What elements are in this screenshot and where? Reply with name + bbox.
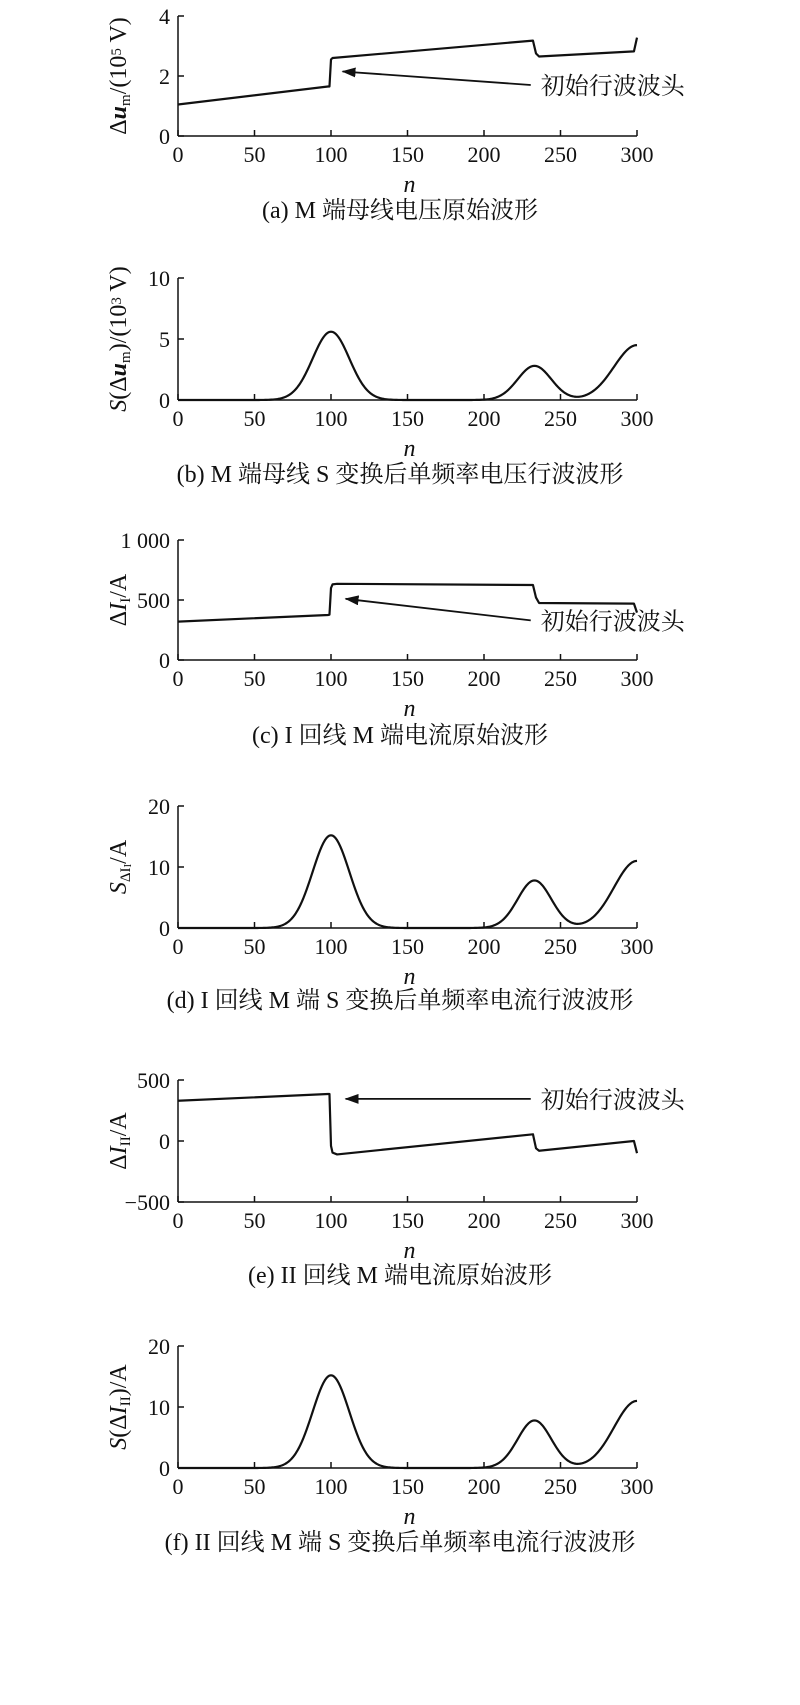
x-tick-label: 0 bbox=[172, 1474, 184, 1499]
y-tick-label: 20 bbox=[148, 1334, 170, 1359]
x-tick-label: 50 bbox=[243, 406, 266, 431]
annotation-arrow bbox=[343, 72, 531, 86]
x-tick-label: 100 bbox=[314, 1474, 348, 1499]
x-tick-label: 100 bbox=[314, 666, 348, 691]
y-axis-label: Δum/(105 V) bbox=[106, 17, 134, 135]
y-tick-label: 500 bbox=[137, 1068, 170, 1093]
y-tick-label: 2 bbox=[159, 64, 170, 89]
annotation-text: 初始行波波头 bbox=[540, 607, 685, 636]
x-tick-label: 300 bbox=[620, 142, 654, 167]
x-tick-label: 200 bbox=[467, 666, 501, 691]
x-tick-label: 150 bbox=[391, 666, 424, 691]
x-tick-label: 250 bbox=[544, 666, 577, 691]
x-axis-label: n bbox=[403, 1238, 416, 1264]
x-tick-label: 150 bbox=[391, 142, 424, 167]
chart-panel-d bbox=[106, 794, 654, 1014]
x-axis-label: n bbox=[403, 1504, 416, 1530]
y-tick-label: 10 bbox=[148, 1395, 170, 1420]
x-tick-label: 200 bbox=[467, 934, 501, 959]
x-tick-label: 200 bbox=[467, 1208, 501, 1233]
y-tick-label: 0 bbox=[159, 388, 170, 413]
x-tick-label: 150 bbox=[391, 934, 424, 959]
x-axis-label: n bbox=[403, 964, 416, 990]
x-tick-label: 300 bbox=[620, 934, 654, 959]
chart-panel-c bbox=[106, 528, 686, 749]
y-tick-label: 500 bbox=[137, 588, 170, 613]
y-tick-label: 1 000 bbox=[120, 528, 170, 553]
x-tick-label: 0 bbox=[172, 406, 184, 431]
panel-caption: (a) M 端母线电压原始波形 bbox=[262, 198, 538, 224]
y-axis-label: ΔIII/A bbox=[106, 1112, 134, 1170]
chart-panel-e bbox=[106, 1068, 686, 1289]
x-tick-label: 250 bbox=[544, 934, 577, 959]
x-tick-label: 0 bbox=[172, 1208, 184, 1233]
x-tick-label: 50 bbox=[243, 142, 266, 167]
y-axis-label: SΔII/A bbox=[106, 839, 134, 895]
chart-panel-b bbox=[106, 266, 654, 488]
x-tick-label: 250 bbox=[544, 1208, 577, 1233]
x-tick-label: 150 bbox=[391, 1208, 424, 1233]
series-line bbox=[178, 1375, 637, 1468]
series-line bbox=[178, 835, 637, 928]
x-tick-label: 50 bbox=[243, 1208, 266, 1233]
x-tick-label: 0 bbox=[172, 934, 184, 959]
x-tick-label: 100 bbox=[314, 934, 348, 959]
x-tick-label: 200 bbox=[467, 142, 501, 167]
x-tick-label: 250 bbox=[544, 142, 577, 167]
x-axis-label: n bbox=[403, 172, 416, 198]
x-tick-label: 300 bbox=[620, 666, 654, 691]
y-tick-label: 10 bbox=[148, 855, 170, 880]
series-line bbox=[178, 332, 637, 400]
y-tick-label: 0 bbox=[159, 124, 170, 149]
y-tick-label: −500 bbox=[124, 1190, 170, 1215]
x-tick-label: 300 bbox=[620, 1474, 654, 1499]
y-tick-label: 0 bbox=[159, 916, 170, 941]
x-axis-label: n bbox=[403, 436, 416, 462]
y-tick-label: 4 bbox=[159, 4, 170, 29]
x-tick-label: 100 bbox=[314, 1208, 348, 1233]
x-tick-label: 200 bbox=[467, 1474, 501, 1499]
panel-caption: (c) I 回线 M 端电流原始波形 bbox=[252, 723, 548, 749]
y-tick-label: 20 bbox=[148, 794, 170, 819]
y-axis-label: S(ΔIII)/A bbox=[106, 1364, 134, 1450]
x-tick-label: 200 bbox=[467, 406, 501, 431]
x-tick-label: 300 bbox=[620, 1208, 654, 1233]
panel-caption: (e) II 回线 M 端电流原始波形 bbox=[248, 1263, 552, 1289]
x-tick-label: 0 bbox=[172, 666, 184, 691]
x-tick-label: 50 bbox=[243, 1474, 266, 1499]
x-tick-label: 50 bbox=[243, 934, 266, 959]
chart-panel-f bbox=[106, 1334, 654, 1556]
x-tick-label: 150 bbox=[391, 406, 424, 431]
x-tick-label: 0 bbox=[172, 142, 184, 167]
panel-caption: (d) I 回线 M 端 S 变换后单频率电流行波波形 bbox=[166, 988, 634, 1014]
y-tick-label: 0 bbox=[159, 648, 170, 673]
y-axis-label: S(Δum)/(103 V) bbox=[106, 266, 134, 412]
x-axis-label: n bbox=[403, 696, 416, 722]
annotation-text: 初始行波波头 bbox=[540, 1085, 685, 1114]
chart-panel-a bbox=[106, 4, 686, 224]
y-axis-label: ΔII/A bbox=[106, 573, 134, 627]
y-tick-label: 10 bbox=[148, 266, 170, 291]
panel-caption: (f) II 回线 M 端 S 变换后单频率电流行波波形 bbox=[164, 1530, 636, 1556]
panel-caption: (b) M 端母线 S 变换后单频率电压行波波形 bbox=[176, 462, 624, 488]
y-tick-label: 0 bbox=[159, 1129, 170, 1154]
y-tick-label: 5 bbox=[159, 327, 170, 352]
annotation-text: 初始行波波头 bbox=[540, 72, 685, 100]
x-tick-label: 100 bbox=[314, 142, 348, 167]
y-tick-label: 0 bbox=[159, 1456, 170, 1481]
x-tick-label: 250 bbox=[544, 1474, 577, 1499]
x-tick-label: 250 bbox=[544, 406, 577, 431]
x-tick-label: 100 bbox=[314, 406, 348, 431]
x-tick-label: 150 bbox=[391, 1474, 424, 1499]
x-tick-label: 50 bbox=[243, 666, 266, 691]
x-tick-label: 300 bbox=[620, 406, 654, 431]
annotation-arrow bbox=[346, 599, 531, 621]
